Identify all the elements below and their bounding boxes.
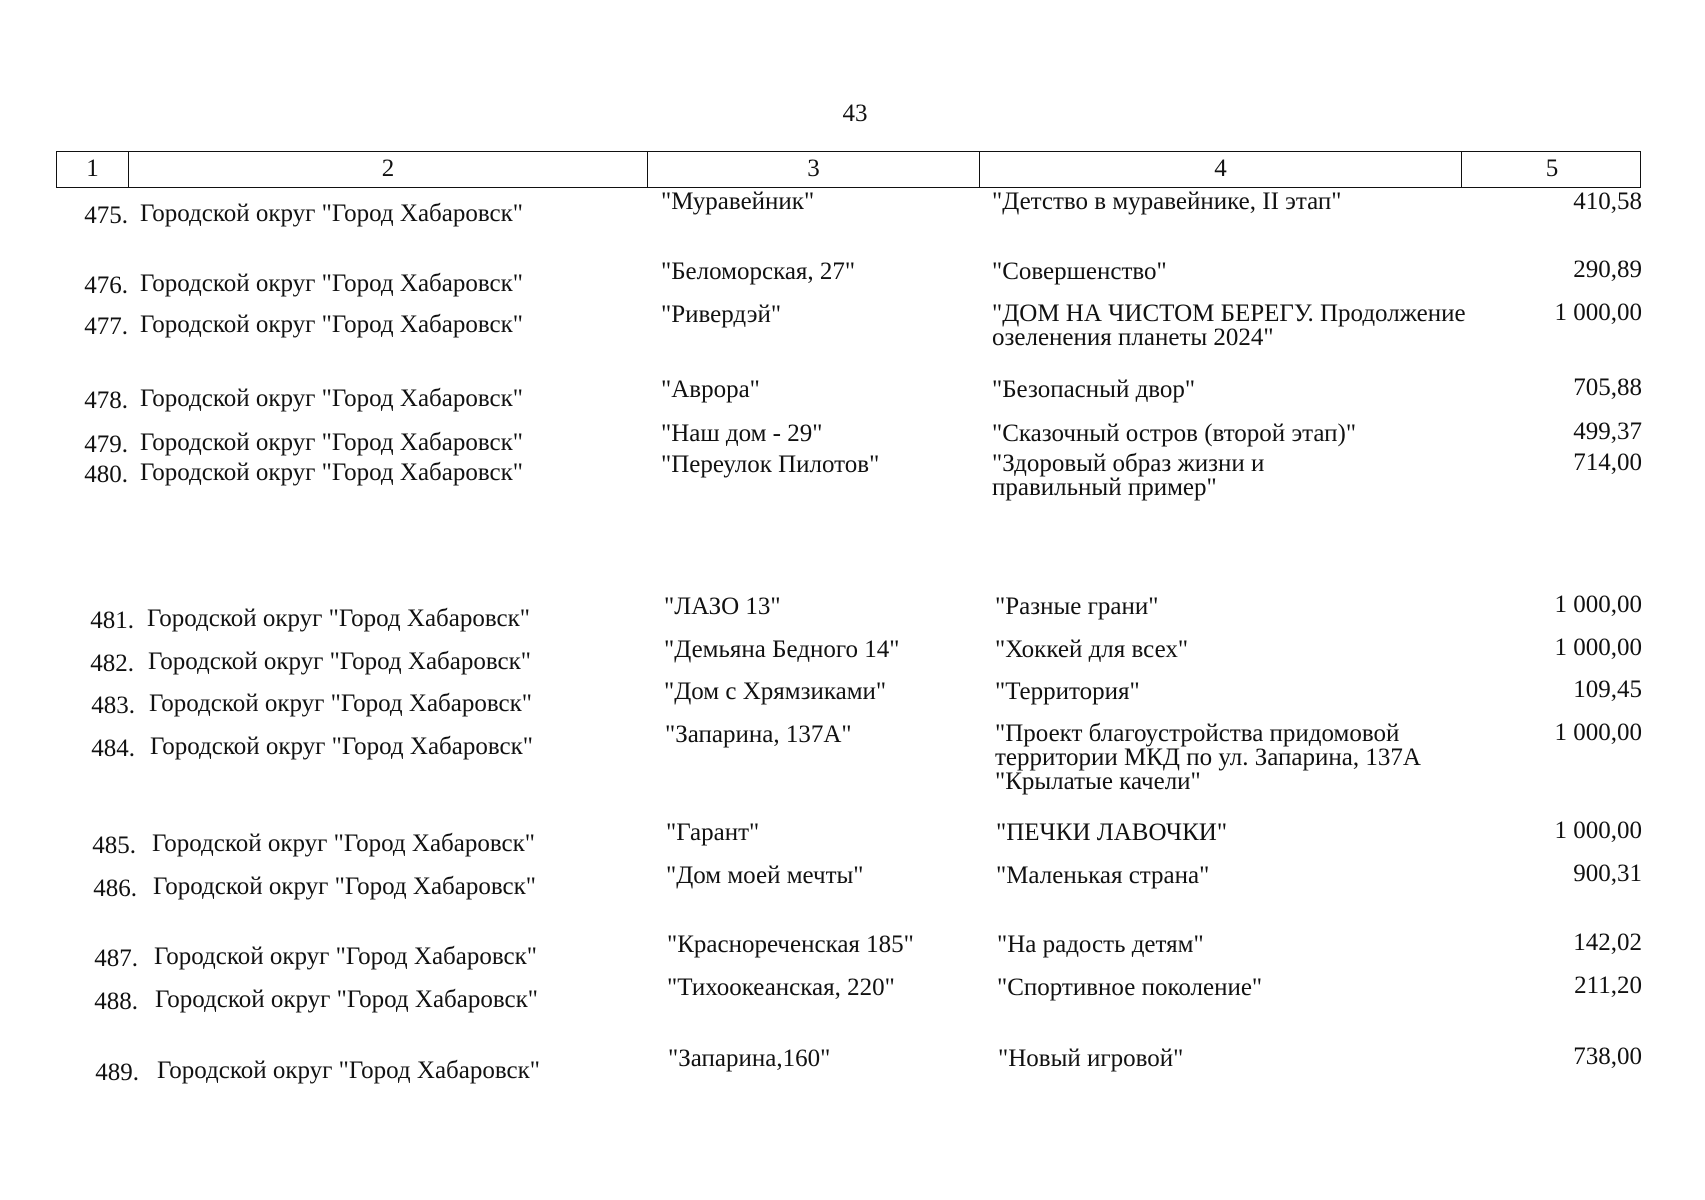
municipality-cell: Городской округ "Город Хабаровск" <box>140 429 523 456</box>
project-name-cell: "ПЕЧКИ ЛАВОЧКИ" <box>996 819 1228 846</box>
project-name-cell: "Здоровый образ жизни и правильный пример" <box>992 450 1265 501</box>
project-name-cell: "Безопасный двор" <box>992 376 1196 403</box>
municipality-cell: Городской округ "Город Хабаровск" <box>140 200 523 227</box>
project-name-cell: "Проект благоустройства придомовой территории МКД по ул. Запарина, 137А "Крылатые качели" <box>995 720 1421 795</box>
amount-cell: 290,89 <box>1573 256 1642 283</box>
amount-cell: 738,00 <box>1573 1043 1642 1070</box>
row-number: 488. <box>94 988 138 1015</box>
amount-cell: 410,58 <box>1573 188 1642 215</box>
municipality-cell: Городской округ "Город Хабаровск" <box>140 385 523 412</box>
amount-cell: 499,37 <box>1573 418 1642 445</box>
municipality-cell: Городской округ "Город Хабаровск" <box>148 648 531 675</box>
row-number: 487. <box>94 945 138 972</box>
project-name-cell: "Разные грани" <box>995 593 1159 620</box>
row-number: 486. <box>93 875 137 902</box>
municipality-cell: Городской округ "Город Хабаровск" <box>149 690 532 717</box>
municipality-cell: Городской округ "Город Хабаровск" <box>153 873 536 900</box>
column-header-4: 4 <box>980 152 1462 187</box>
amount-cell: 109,45 <box>1573 676 1642 703</box>
row-number: 480. <box>84 461 128 488</box>
row-number: 489. <box>95 1059 139 1086</box>
project-name-cell: "На радость детям" <box>997 931 1204 958</box>
applicant-name-cell: "Беломорская, 27" <box>661 258 856 285</box>
column-header-3: 3 <box>648 152 980 187</box>
municipality-cell: Городской округ "Город Хабаровск" <box>150 733 533 760</box>
row-number: 481. <box>90 607 134 634</box>
municipality-cell: Городской округ "Город Хабаровск" <box>140 459 523 486</box>
table-header <box>56 151 1641 188</box>
applicant-name-cell: "Гарант" <box>666 819 760 846</box>
row-number: 484. <box>91 735 135 762</box>
applicant-name-cell: "ЛАЗО 13" <box>664 593 781 620</box>
row-number: 479. <box>84 431 128 458</box>
municipality-cell: Городской округ "Город Хабаровск" <box>140 270 523 297</box>
municipality-cell: Городской округ "Город Хабаровск" <box>157 1057 540 1084</box>
municipality-cell: Городской округ "Город Хабаровск" <box>155 986 538 1013</box>
project-name-cell: "Детство в муравейнике, II этап" <box>992 188 1342 215</box>
amount-cell: 705,88 <box>1573 374 1642 401</box>
amount-cell: 714,00 <box>1573 449 1642 476</box>
column-header-1: 1 <box>57 152 129 187</box>
applicant-name-cell: "Запарина, 137А" <box>665 721 852 748</box>
municipality-cell: Городской округ "Город Хабаровск" <box>147 605 530 632</box>
applicant-name-cell: "Ривердэй" <box>661 301 782 328</box>
amount-cell: 1 000,00 <box>1554 299 1642 326</box>
row-number: 483. <box>91 692 135 719</box>
applicant-name-cell: "Тихоокеанская, 220" <box>667 974 895 1001</box>
amount-cell: 1 000,00 <box>1554 719 1642 746</box>
project-name-cell: "ДОМ НА ЧИСТОМ БЕРЕГУ. Продолжение озеленения планеты 2024" <box>992 300 1466 351</box>
project-name-cell: "Маленькая страна" <box>996 862 1210 889</box>
project-name-cell: "Новый игровой" <box>998 1045 1184 1072</box>
applicant-name-cell: "Краснореченская 185" <box>667 931 914 958</box>
project-name-cell: "Спортивное поколение" <box>997 974 1263 1001</box>
amount-cell: 1 000,00 <box>1554 817 1642 844</box>
municipality-cell: Городской округ "Город Хабаровск" <box>152 830 535 857</box>
applicant-name-cell: "Дом моей мечты" <box>666 862 864 889</box>
applicant-name-cell: "Запарина,160" <box>668 1045 831 1072</box>
applicant-name-cell: "Муравейник" <box>661 188 815 215</box>
amount-cell: 211,20 <box>1574 972 1642 999</box>
page-number: 43 <box>842 100 868 127</box>
amount-cell: 1 000,00 <box>1554 634 1642 661</box>
amount-cell: 142,02 <box>1573 929 1642 956</box>
column-header-2: 2 <box>129 152 648 187</box>
applicant-name-cell: "Дом с Хрямзиками" <box>664 678 887 705</box>
applicant-name-cell: "Аврора" <box>661 376 760 403</box>
applicant-name-cell: "Демьяна Бедного 14" <box>664 636 900 663</box>
project-name-cell: "Сказочный остров (второй этап)" <box>992 420 1357 447</box>
project-name-cell: "Территория" <box>995 678 1140 705</box>
row-number: 477. <box>84 313 128 340</box>
column-header-5: 5 <box>1545 155 1559 182</box>
row-number: 475. <box>84 202 128 229</box>
row-number: 485. <box>92 832 136 859</box>
applicant-name-cell: "Переулок Пилотов" <box>661 451 880 478</box>
row-number: 478. <box>84 387 128 414</box>
applicant-name-cell: "Наш дом - 29" <box>661 420 823 447</box>
row-number: 476. <box>84 272 128 299</box>
amount-cell: 1 000,00 <box>1554 591 1642 618</box>
amount-cell: 900,31 <box>1573 860 1642 887</box>
row-number: 482. <box>90 650 134 677</box>
project-name-cell: "Хоккей для всех" <box>995 636 1189 663</box>
municipality-cell: Городской округ "Город Хабаровск" <box>154 943 537 970</box>
municipality-cell: Городской округ "Город Хабаровск" <box>140 311 523 338</box>
project-name-cell: "Совершенство" <box>992 258 1167 285</box>
